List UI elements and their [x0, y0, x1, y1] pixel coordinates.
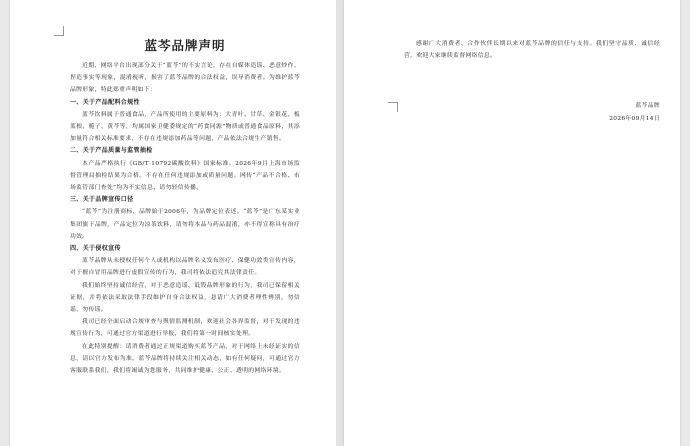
signature: 蓝芩品牌 [635, 103, 660, 110]
section-heading-4: 四、关于侵权宣传 [70, 245, 121, 253]
section-3-paragraph-1: “蓝芩”为注册商标，品牌始于2006年，为品牌定位表述。“蓝芩”是广东某实业集团旗下品牌，产品定位为凉茶饮料，请勿将本品与药品混淆，亦不得宣称具有治疗功效。 [70, 209, 300, 240]
intro-paragraph: 近期，网络平台出现部分关于“蓝芩”的不实言论，存在自媒体造谣、恶意炒作、捏造事实等现象，混淆视听，损害了蓝芩品牌的合法权益，误导消费者。为维护蓝芩品牌形象，特此郑重声明如下： [70, 63, 300, 94]
document-title: 蓝芩品牌声明 [144, 38, 226, 53]
section-2-paragraph-1: 本产品严格执行《GB/T 10792碳酸饮料》国家标准。2026年9月上海市场监督管理局抽检结果为合格。不存在任何违规添加或质量问题。网传“产品不合格、市场监管部门查处”均为不实信息，请勿轻信传播。 [70, 160, 300, 192]
section-heading-1: 一、关于产品配料合规性 [70, 98, 140, 106]
section-4-paragraph-3: 我司已经全面启动合规审查与舆情监测机制，欢迎社会各界监督，对于发现的违规宣传行为，可通过官方渠道进行举报，我们将第一时间核实处理。 [70, 319, 300, 338]
section-4-paragraph-2: 我们始终坚持诚信经营，对于恶意造谣、诋毁品牌形象的行为，我司已保留相关证据，并将依法采取法律手段维护自身合法权益，恳请广大消费者理性辨别，勿信谣、勿传谣。 [70, 282, 300, 314]
page-gutter [336, 0, 344, 446]
section-heading-2: 二、关于产品质量与监管抽检 [70, 147, 153, 155]
document-page-2 [344, 0, 680, 446]
crop-mark-top-left [54, 26, 64, 36]
crop-mark-bottom-left [388, 102, 398, 112]
section-1-paragraph-1: 蓝芩饮料属于普通食品，产品所使用的主要原料为：大青叶、甘草、金银花、板蓝根、栀子、黄芩等，均属国家卫健委规定的“药食同源”物质或普通食品原料，其添加量符合相关标准要求，不存在违规添加药品等问题，产品依法合规生产销售。 [70, 111, 300, 143]
section-4-paragraph-1: 蓝芩品牌从未授权任何个人或机构以品牌名义发布医疗、保健功效类宣传内容，对于擅自冒用品牌进行虚假宣传的行为，我司将依法追究其法律责任。 [70, 258, 300, 277]
section-4-paragraph-4: 在此特别提醒：请消费者通过正规渠道购买蓝芩产品，对于网络上未经证实的信息，请以官方发布为准。蓝芩品牌将持续关注相关动态，如有任何疑问，可通过官方客服联系我们，我们将竭诚为您服务，共同维护健康、公正、透明的网络环境。 [70, 343, 300, 375]
document-page-1 [10, 0, 336, 446]
section-heading-3: 三、关于品牌宣传口径 [70, 196, 134, 204]
closing-paragraph: 感谢广大消费者、合作伙伴长期以来对蓝芩品牌的信任与支持。我们坚守品质、诚信经营，欢迎大家继续监督网络信息。 [404, 41, 660, 60]
signature-date: 2026年09月14日 [609, 115, 660, 122]
